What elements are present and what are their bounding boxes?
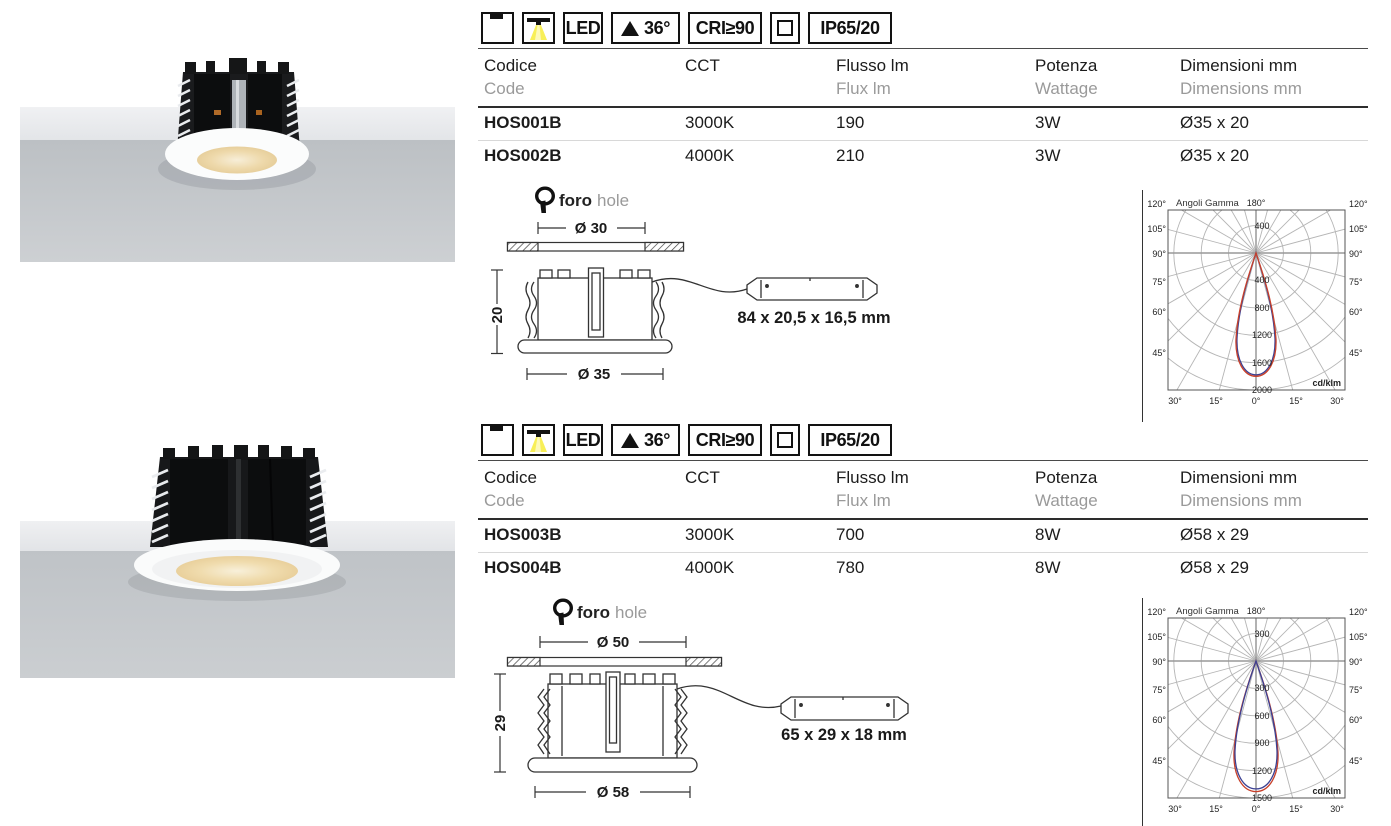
svg-text:400: 400 <box>1254 275 1270 285</box>
hole-icon <box>537 188 554 213</box>
hole-diameter-label: Ø 30 <box>574 220 608 237</box>
outer-diameter-label: Ø 58 <box>596 784 630 801</box>
beam-angle-badge <box>611 424 680 456</box>
ip-label: IP65/20 <box>820 429 880 450</box>
svg-text:120°: 120° <box>1349 607 1368 617</box>
hole-diameter-label: Ø 50 <box>596 634 630 651</box>
header-flux: Flusso lm <box>836 56 909 75</box>
table-header-row <box>0 468 1391 490</box>
table-header-row-en <box>0 79 1391 101</box>
header-power: Potenza <box>1035 56 1098 75</box>
technical-drawing-small <box>478 182 928 397</box>
table-row <box>0 558 1391 580</box>
cell-flux: 700 <box>836 525 865 544</box>
svg-text:45°: 45° <box>1349 756 1363 766</box>
svg-text:300: 300 <box>1254 683 1270 693</box>
cell-flux: 210 <box>836 146 865 165</box>
beam-angle-label: 36° <box>643 17 671 38</box>
svg-text:1500: 1500 <box>1251 793 1273 803</box>
led-badge <box>563 12 603 44</box>
header-dimensions: Dimensioni mm <box>1180 56 1298 75</box>
badge-row <box>481 424 892 456</box>
svg-text:15°: 15° <box>1289 396 1303 406</box>
cell-code: HOS001B <box>484 113 562 132</box>
svg-text:105°: 105° <box>1147 632 1166 642</box>
cell-code: HOS002B <box>484 146 562 165</box>
svg-text:cd/klm: cd/klm <box>1312 378 1341 388</box>
driver-cable <box>677 686 781 708</box>
header-power-en: Wattage <box>1035 79 1098 98</box>
svg-text:60°: 60° <box>1152 715 1166 725</box>
svg-text:105°: 105° <box>1147 224 1166 234</box>
recessed-ceiling-icon <box>481 424 514 456</box>
svg-text:30°: 30° <box>1168 804 1182 814</box>
table-header-rule <box>478 518 1368 520</box>
header-cct: CCT <box>685 468 720 487</box>
row-divider <box>478 140 1368 141</box>
depth-label: 20 <box>489 306 506 324</box>
header-cct: CCT <box>685 56 720 75</box>
depth-label: 29 <box>492 714 509 732</box>
ip-label: IP65/20 <box>820 17 880 38</box>
svg-text:400: 400 <box>1254 221 1270 231</box>
svg-text:105°: 105° <box>1349 632 1368 642</box>
downlight-beam-icon <box>522 12 555 44</box>
beam-triangle-icon <box>621 433 639 448</box>
svg-text:30°: 30° <box>1168 396 1182 406</box>
cell-dimensions: Ø58 x 29 <box>1180 525 1249 544</box>
table-header-rule <box>478 106 1368 108</box>
cell-dimensions: Ø35 x 20 <box>1180 113 1249 132</box>
svg-text:600: 600 <box>1254 711 1270 721</box>
svg-text:120°: 120° <box>1147 607 1166 617</box>
header-code: Codice <box>484 468 537 487</box>
cell-code: HOS004B <box>484 558 562 577</box>
svg-text:1600: 1600 <box>1251 358 1273 368</box>
photometric-polar-diagram <box>1140 190 1390 422</box>
class-2-double-insulation-icon <box>770 424 800 456</box>
header-code-en: Code <box>484 79 525 98</box>
driver-box <box>781 697 908 720</box>
svg-text:0°: 0° <box>1251 396 1261 406</box>
svg-text:Angoli Gamma: Angoli Gamma <box>1176 606 1239 617</box>
header-flux-en: Flux lm <box>836 491 891 510</box>
cell-power: 3W <box>1035 146 1061 165</box>
svg-text:120°: 120° <box>1349 199 1368 209</box>
cell-cct: 3000K <box>685 525 735 544</box>
hole-label-it: foro <box>577 603 611 622</box>
cell-cct: 4000K <box>685 558 735 577</box>
svg-text:75°: 75° <box>1349 277 1363 287</box>
led-label: LED <box>565 429 601 450</box>
cri-label: CRI≥90 <box>695 429 755 450</box>
class-2-double-insulation-icon <box>770 12 800 44</box>
svg-text:15°: 15° <box>1289 804 1303 814</box>
table-header-row <box>0 56 1391 78</box>
fixture-front-view <box>528 672 697 772</box>
svg-text:Angoli Gamma: Angoli Gamma <box>1176 198 1239 209</box>
svg-text:15°: 15° <box>1209 804 1223 814</box>
svg-text:75°: 75° <box>1152 277 1166 287</box>
svg-text:cd/klm: cd/klm <box>1312 786 1341 796</box>
header-dimensions: Dimensioni mm <box>1180 468 1298 487</box>
svg-text:30°: 30° <box>1330 804 1344 814</box>
table-row <box>0 113 1391 135</box>
svg-text:90°: 90° <box>1349 249 1363 259</box>
badge-row <box>481 12 892 44</box>
fixture-front-view <box>518 268 672 353</box>
table-top-rule <box>478 48 1368 49</box>
row-divider <box>478 552 1368 553</box>
header-flux: Flusso lm <box>836 468 909 487</box>
cell-cct: 3000K <box>685 113 735 132</box>
svg-text:180°: 180° <box>1246 606 1266 616</box>
svg-text:30°: 30° <box>1330 396 1344 406</box>
technical-drawing-large <box>478 594 928 826</box>
cell-flux: 780 <box>836 558 865 577</box>
driver-cable <box>652 279 747 292</box>
beam-angle-badge <box>611 12 680 44</box>
cell-code: HOS003B <box>484 525 562 544</box>
svg-text:180°: 180° <box>1246 198 1266 208</box>
cell-dimensions: Ø35 x 20 <box>1180 146 1249 165</box>
header-dimensions-en: Dimensions mm <box>1180 491 1302 510</box>
cri-badge <box>688 424 762 456</box>
header-power: Potenza <box>1035 468 1098 487</box>
svg-text:45°: 45° <box>1349 348 1363 358</box>
ip-rating-badge <box>808 424 892 456</box>
svg-text:120°: 120° <box>1147 199 1166 209</box>
table-header-row-en <box>0 491 1391 513</box>
driver-size-label: 65 x 29 x 18 mm <box>781 726 907 744</box>
hole-icon <box>555 600 572 625</box>
header-code: Codice <box>484 56 537 75</box>
cell-power: 8W <box>1035 525 1061 544</box>
svg-text:800: 800 <box>1254 303 1270 313</box>
svg-text:90°: 90° <box>1349 657 1363 667</box>
led-badge <box>563 424 603 456</box>
header-code-en: Code <box>484 491 525 510</box>
cell-flux: 190 <box>836 113 865 132</box>
beam-triangle-icon <box>621 21 639 36</box>
header-dimensions-en: Dimensions mm <box>1180 79 1302 98</box>
downlight-beam-icon <box>522 424 555 456</box>
recessed-ceiling-icon <box>481 12 514 44</box>
header-flux-en: Flux lm <box>836 79 891 98</box>
svg-text:300: 300 <box>1254 629 1270 639</box>
svg-text:1200: 1200 <box>1251 330 1273 340</box>
svg-text:15°: 15° <box>1209 396 1223 406</box>
svg-text:1200: 1200 <box>1251 766 1273 776</box>
cell-power: 8W <box>1035 558 1061 577</box>
hole-label-it: foro <box>559 191 593 210</box>
svg-text:0°: 0° <box>1251 804 1261 814</box>
ip-rating-badge <box>808 12 892 44</box>
svg-text:60°: 60° <box>1349 715 1363 725</box>
svg-text:75°: 75° <box>1349 685 1363 695</box>
svg-text:90°: 90° <box>1152 657 1166 667</box>
ceiling-cross-section <box>508 243 684 252</box>
table-top-rule <box>478 460 1368 461</box>
photometric-polar-diagram <box>1140 598 1390 826</box>
table-row <box>0 525 1391 547</box>
svg-text:2000: 2000 <box>1251 385 1273 395</box>
cri-badge <box>688 12 762 44</box>
cell-power: 3W <box>1035 113 1061 132</box>
header-power-en: Wattage <box>1035 491 1098 510</box>
svg-text:60°: 60° <box>1349 307 1363 317</box>
hole-label-en: hole <box>597 191 630 210</box>
led-label: LED <box>565 17 601 38</box>
svg-text:75°: 75° <box>1152 685 1166 695</box>
svg-text:60°: 60° <box>1152 307 1166 317</box>
svg-text:45°: 45° <box>1152 348 1166 358</box>
ceiling-cross-section <box>508 658 722 667</box>
svg-text:105°: 105° <box>1349 224 1368 234</box>
driver-box <box>747 278 877 300</box>
outer-diameter-label: Ø 35 <box>577 366 611 383</box>
svg-text:90°: 90° <box>1152 249 1166 259</box>
hole-label-en: hole <box>615 603 648 622</box>
cell-cct: 4000K <box>685 146 735 165</box>
cell-dimensions: Ø58 x 29 <box>1180 558 1249 577</box>
cri-label: CRI≥90 <box>695 17 755 38</box>
beam-angle-label: 36° <box>643 429 671 450</box>
table-row <box>0 146 1391 168</box>
svg-text:900: 900 <box>1254 738 1270 748</box>
svg-text:45°: 45° <box>1152 756 1166 766</box>
driver-size-label: 84 x 20,5 x 16,5 mm <box>737 309 891 327</box>
